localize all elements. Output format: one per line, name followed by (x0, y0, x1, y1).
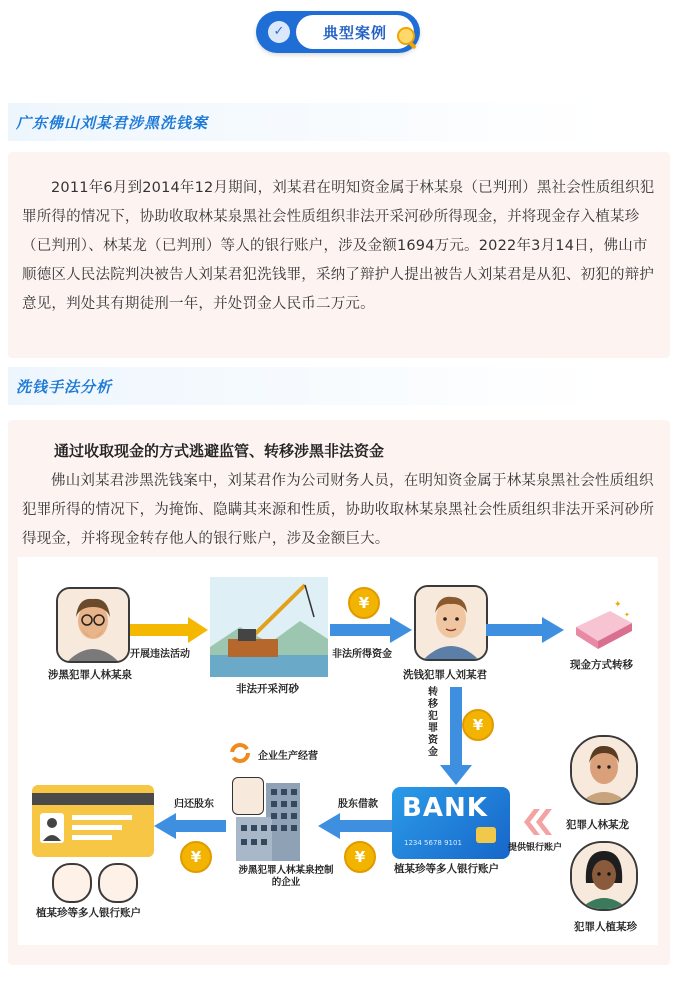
label-person-lin: 涉黑犯罪人林某泉 (48, 669, 132, 681)
label-left-accounts: 植某珍等多人银行账户 (36, 907, 141, 919)
person-lin-avatar (56, 587, 130, 663)
label-person-liu: 洗钱犯罪人刘某君 (403, 669, 487, 681)
sand-mining-illustration (210, 577, 328, 677)
label-bank-accounts: 植某珍等多人银行账户 (394, 863, 499, 875)
arrow-repay-shareholder (154, 811, 226, 841)
chip-icon (476, 827, 496, 843)
account-holder-avatar-2 (98, 863, 138, 903)
chevron-left-icon (514, 807, 554, 837)
section-title-analysis: 洗钱手法分析 (16, 378, 113, 396)
person-long-avatar (570, 735, 638, 805)
case-card (8, 152, 670, 358)
svg-text:✦: ✦ (614, 600, 622, 610)
label-sand-mining: 非法开采河砂 (236, 683, 299, 695)
check-icon: ✓ (268, 21, 290, 43)
label-illegal-funds: 非法所得资金 (332, 649, 392, 660)
cycle-icon (228, 741, 252, 765)
label-person-zhi: 犯罪人植某珍 (574, 921, 637, 933)
label-enterprise-ops: 企业生产经营 (258, 751, 318, 762)
case-badge-label: 典型案例 (296, 15, 414, 49)
label-shareholder-loan: 股东借款 (338, 799, 378, 810)
case-paragraph: 2011年6月到2014年12月期间，刘某君在明知资金属于林某泉（已判刑）黑社会性质组织犯罪所得的情况下，协助收取林某泉黑社会性质组织非法开采河砂所得现金，并将现金存入植某珍（已判刑）、林某龙（已判刑）等人的银行账户，涉及金额1694万元。2022年3月14日，佛山市顺德区人民法院判决被告人刘某君犯洗钱罪，采纳了辩护人提出被告人刘某君是从犯、初犯的辩护意见，判处其有期徒刑一年，并处罚金人民币二万元。 (22, 180, 655, 312)
account-holder-avatar-1 (52, 863, 92, 903)
label-illegal-activity: 开展违法活动 (130, 649, 190, 660)
section-title-case: 广东佛山刘某君涉黑洗钱案 (16, 114, 209, 132)
cash-stack-icon (570, 597, 636, 653)
coin-icon: ¥ (180, 841, 212, 873)
person-liu-avatar (414, 585, 488, 661)
coin-icon: ¥ (462, 709, 494, 741)
label-repay-shareholder: 归还股东 (174, 799, 214, 810)
coin-icon: ¥ (348, 587, 380, 619)
label-enterprise: 涉黑犯罪人林某泉控制的企业 (238, 865, 334, 888)
bank-card-illustration (392, 787, 510, 859)
card-number: 1234 5678 9101 (404, 839, 462, 847)
money-flow-diagram (18, 557, 658, 945)
id-card-illustration (32, 785, 154, 857)
label-person-long: 犯罪人林某龙 (566, 819, 629, 831)
label-provide-accounts: 提供银行账户 (508, 843, 563, 853)
arrow-illegal-funds (330, 615, 414, 645)
coin-icon: ¥ (344, 841, 376, 873)
arrow-cash-transfer (486, 615, 566, 645)
svg-text:✦: ✦ (624, 611, 630, 619)
bank-word: BANK (402, 793, 488, 823)
analysis-subtitle: 通过收取现金的方式逃避监管、转移涉黑非法资金 (54, 442, 385, 460)
magnifier-icon (396, 26, 420, 50)
analysis-paragraph: 佛山刘某君涉黑洗钱案中，刘某君作为公司财务人员，在明知资金属于林某泉黑社会性质组织犯罪所得的情况下，为掩饰、隐瞒其来源和性质，协助收取林某泉黑社会性质组织非法开采河砂所得现金，并将现金转存他人的银行账户，涉及金额巨大。 (22, 473, 655, 547)
person-zhi-avatar (570, 841, 638, 911)
arrow-illegal-activity (130, 615, 210, 645)
label-transfer-funds: 转移犯罪资金 (428, 687, 438, 758)
arrow-shareholder-loan (318, 811, 392, 841)
label-cash-transfer: 现金方式转移 (570, 659, 633, 671)
building-illustration (226, 783, 316, 861)
